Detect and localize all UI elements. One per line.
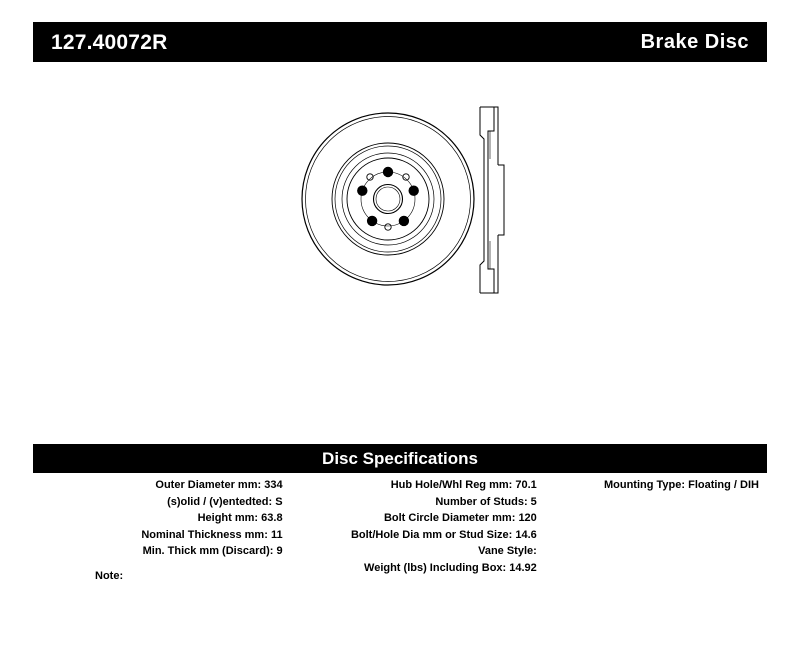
spec-columns xyxy=(33,477,767,576)
rotor-face-view xyxy=(298,107,478,297)
spec-value: 5 xyxy=(530,495,537,508)
spec-column-left xyxy=(33,477,305,576)
spec-row xyxy=(33,477,283,494)
spec-label: Nominal Thickness mm: xyxy=(141,528,268,541)
spec-value: 120 xyxy=(518,512,537,524)
spec-label: Vane Style: xyxy=(478,545,537,557)
spec-value: S xyxy=(275,495,283,508)
spec-label: Weight (lbs) Including Box: xyxy=(364,561,507,574)
spec-label: Bolt/Hole Dia mm or Stud Size: xyxy=(350,528,513,541)
spec-row xyxy=(33,527,283,544)
spec-label: (s)olid / (v)entedted: xyxy=(167,495,273,508)
spec-value: 14.92 xyxy=(509,561,537,574)
spec-label: Outer Diameter mm: xyxy=(155,479,262,491)
note-row xyxy=(95,570,123,582)
spec-label: Height mm: xyxy=(197,512,259,524)
spec-label: Bolt Circle Diameter mm: xyxy=(383,512,516,524)
note-label: Note: xyxy=(95,570,124,582)
spec-value: 14.6 xyxy=(515,528,537,541)
spec-title-bar xyxy=(33,444,767,473)
spec-row xyxy=(305,543,537,560)
spec-row xyxy=(33,494,283,511)
spec-row xyxy=(547,477,759,494)
spec-row xyxy=(33,543,283,560)
spec-value: 9 xyxy=(276,545,283,557)
spec-value: Floating / DIH xyxy=(688,479,759,491)
header-bar xyxy=(33,22,767,62)
part-number: 127.40072R xyxy=(51,30,168,54)
spec-row xyxy=(305,477,537,494)
document-type-label: Brake Disc xyxy=(640,31,749,53)
spec-row xyxy=(305,494,537,511)
spec-label: Hub Hole/Whl Reg mm: xyxy=(390,479,513,491)
technical-drawing xyxy=(33,75,767,425)
spec-label: Mounting Type: xyxy=(603,479,686,491)
spec-value: 334 xyxy=(264,479,283,491)
spec-row xyxy=(305,527,537,544)
spec-label: Number of Studs: xyxy=(435,495,528,508)
spec-label: Min. Thick mm (Discard): xyxy=(142,545,274,557)
rotor-edge-view xyxy=(468,99,518,304)
spec-row xyxy=(305,510,537,527)
spec-row xyxy=(33,510,283,527)
spec-value: 70.1 xyxy=(515,479,537,491)
spec-column-right xyxy=(547,477,767,576)
spec-value: 11 xyxy=(270,528,283,541)
spec-value: 63.8 xyxy=(261,512,283,524)
spec-title: Disc Specifications xyxy=(322,449,478,468)
spec-row xyxy=(305,560,537,577)
spec-column-middle xyxy=(305,477,547,576)
